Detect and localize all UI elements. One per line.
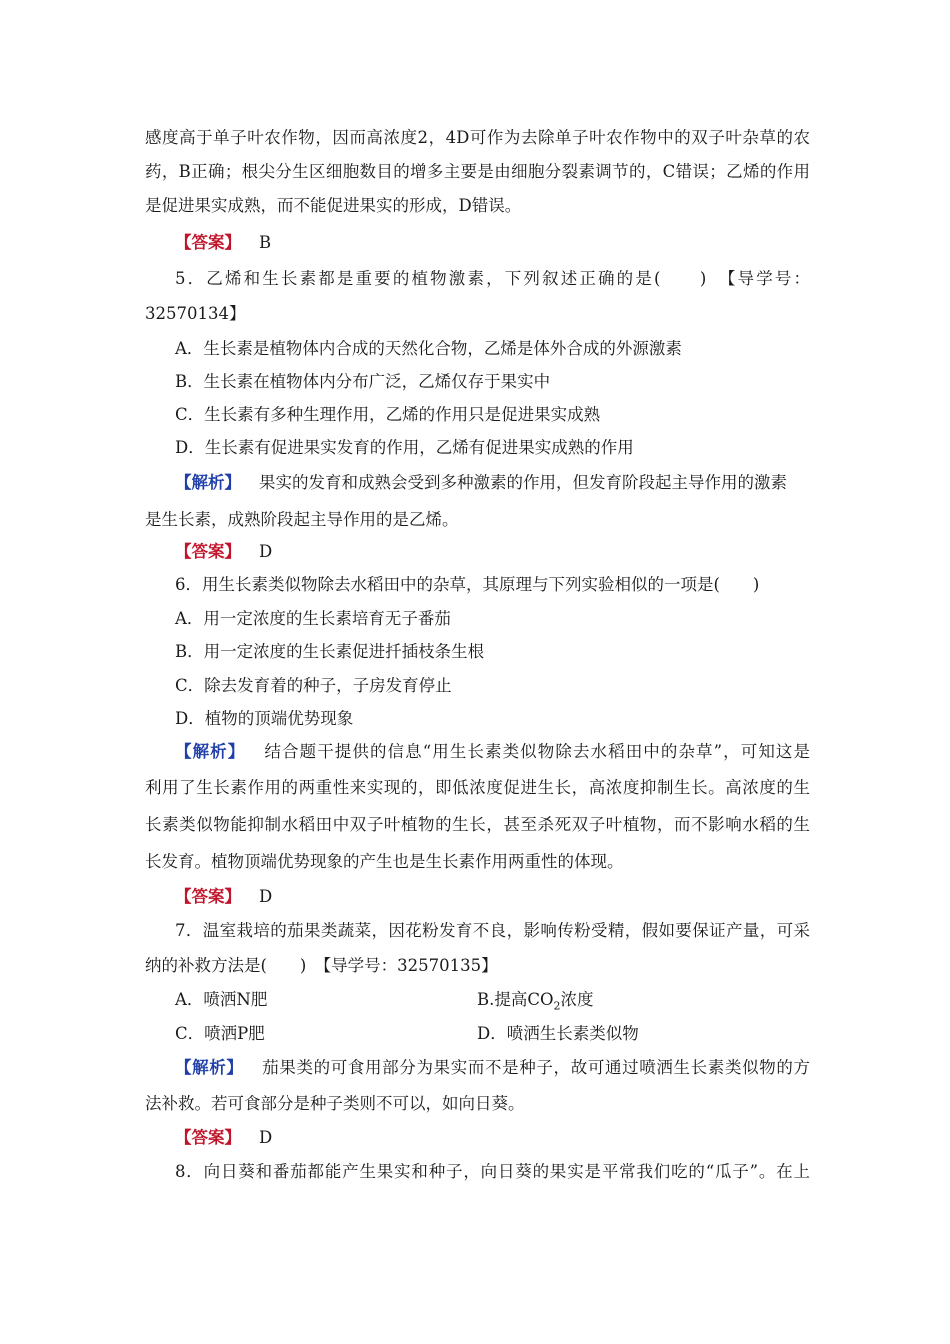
q7-option-b-text-end: 浓度	[560, 990, 594, 1009]
q6-option-a: A．用一定浓度的生长素培育无子番茄	[175, 609, 451, 628]
q5-answer	[175, 541, 810, 563]
analysis-tag: 【解析】	[175, 1058, 244, 1077]
q5-stem: 5．乙烯和生长素都是重要的植物激素，下列叙述正确的是( ) 【导学号：	[175, 269, 810, 288]
answer-value: D	[259, 887, 273, 906]
q5-option-d: D．生长素有促进果实发育的作用，乙烯有促进果实成熟的作用	[175, 438, 634, 457]
q6-analysis	[175, 741, 810, 763]
q6-answer	[175, 886, 810, 908]
analysis-text: 结合题干提供的信息“用生长素类似物除去水稻田中的杂草”，可知这是	[263, 742, 811, 761]
q6-option-b: B．用一定浓度的生长素促进扦插枝条生根	[175, 642, 485, 661]
analysis-tag: 【解析】	[175, 742, 246, 761]
q7-option-d: D．喷洒生长素类似物	[477, 1024, 639, 1043]
answer-value: D	[259, 542, 273, 561]
answer-tag: 【答案】	[175, 887, 241, 906]
q7-option-a: A．喷洒N肥	[175, 990, 268, 1009]
q7-options-row-2	[175, 1023, 810, 1045]
q7-options-row-1	[175, 989, 810, 1011]
q7-analysis-line: 法补救。若可食部分是种子类则不可以，如向日葵。	[145, 1094, 525, 1113]
q5-analysis	[175, 472, 810, 494]
q7-option-b-subscript: 2	[553, 999, 561, 1013]
q7-stem-cont: 纳的补救方法是( ) 【导学号：32570135】	[145, 956, 498, 975]
q7-stem: 7．温室栽培的茄果类蔬菜，因花粉发育不良，影响传粉受精，假如要保证产量，可采	[175, 921, 810, 940]
q5-option-b: B．生长素在植物体内分布广泛，乙烯仅存于果实中	[175, 372, 551, 391]
q6-analysis-line: 利用了生长素作用的两重性来实现的，即低浓度促进生长，高浓度抑制生长。高浓度的生	[145, 778, 810, 797]
answer-value: B	[259, 233, 272, 252]
q4-analysis-line: 是促进果实成熟，而不能促进果实的形成，D错误。	[145, 196, 522, 215]
q5-analysis-line: 是生长素，成熟阶段起主导作用的是乙烯。	[145, 510, 459, 529]
q7-option-c: C．喷洒P肥	[175, 1024, 265, 1043]
q4-answer	[175, 232, 810, 254]
q7-option-b-text: B.提高CO	[477, 990, 554, 1009]
q4-analysis-line: 药，B正确；根尖分生区细胞数目的增多主要是由细胞分裂素调节的，C错误；乙烯的作用	[145, 162, 810, 181]
answer-tag: 【答案】	[175, 1128, 241, 1147]
q7-option-b	[477, 989, 594, 1017]
answer-tag: 【答案】	[175, 233, 241, 252]
q6-option-c: C．除去发育着的种子，子房发育停止	[175, 676, 452, 695]
q5-option-c: C．生长素有多种生理作用，乙烯的作用只是促进果实成熟	[175, 405, 601, 424]
q5-stem-cont: 32570134】	[145, 304, 246, 323]
q5-option-a: A．生长素是植物体内合成的天然化合物，乙烯是体外合成的外源激素	[175, 339, 682, 358]
analysis-tag: 【解析】	[175, 473, 241, 492]
q7-answer	[175, 1127, 810, 1149]
q6-analysis-line: 长素类似物能抑制水稻田中双子叶植物的生长，甚至杀死双子叶植物，而不影响水稻的生	[145, 815, 810, 834]
answer-value: D	[259, 1128, 273, 1147]
q6-option-d: D．植物的顶端优势现象	[175, 709, 354, 728]
q4-analysis-line: 感度高于单子叶农作物，因而高浓度2，4D可作为去除单子叶农作物中的双子叶杂草的农	[145, 128, 810, 147]
q6-stem: 6．用生长素类似物除去水稻田中的杂草，其原理与下列实验相似的一项是( )	[175, 575, 760, 594]
answer-tag: 【答案】	[175, 542, 241, 561]
q7-analysis	[175, 1057, 810, 1079]
analysis-text: 果实的发育和成熟会受到多种激素的作用，但发育阶段起主导作用的激素	[259, 473, 787, 492]
q8-stem: 8．向日葵和番茄都能产生果实和种子，向日葵的果实是平常我们吃的“瓜子”。在上	[175, 1162, 810, 1181]
analysis-text: 茄果类的可食用部分为果实而不是种子，故可通过喷洒生长素类似物的方	[261, 1058, 811, 1077]
q6-analysis-line: 长发育。植物顶端优势现象的产生也是生长素作用两重性的体现。	[145, 852, 624, 871]
